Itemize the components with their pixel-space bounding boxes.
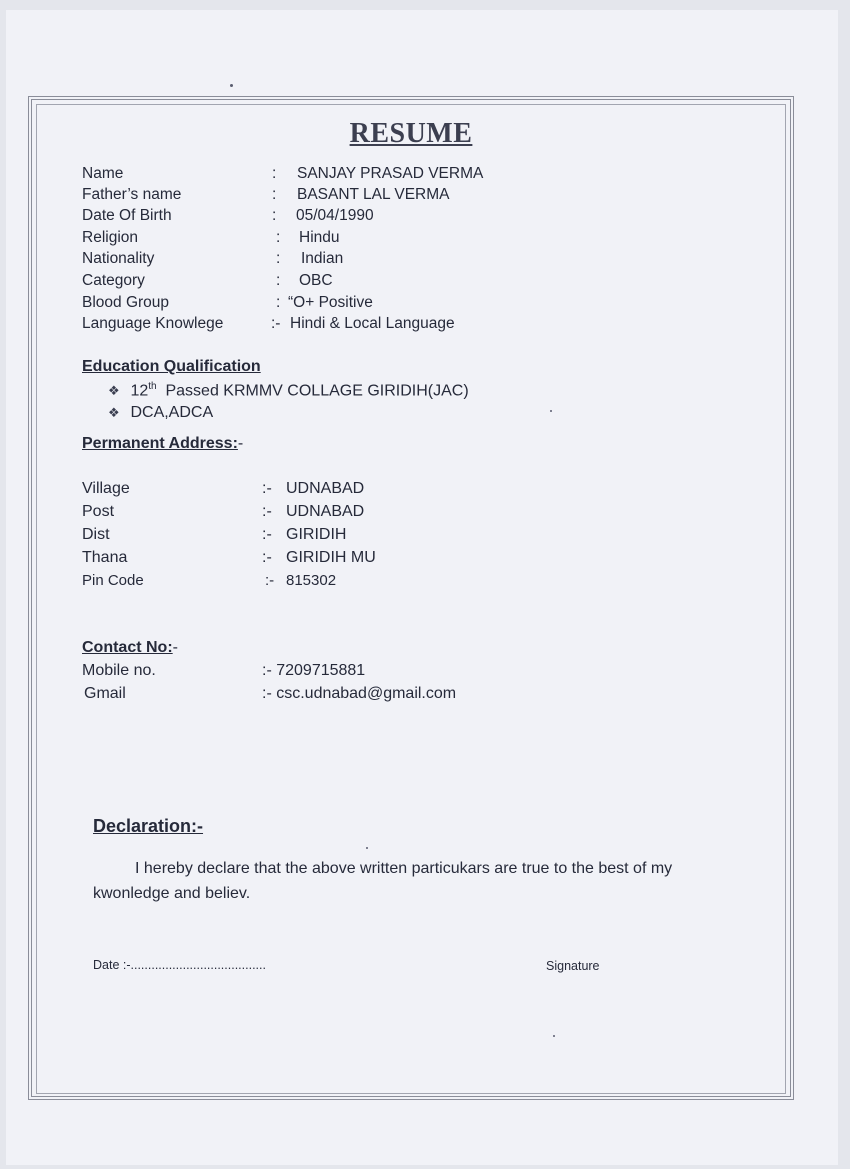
separator: : xyxy=(276,229,281,246)
contact-heading: Contact No:- xyxy=(82,639,178,656)
value-category: OBC xyxy=(299,272,333,289)
value-mobile: :- 7209715881 xyxy=(262,662,366,679)
label-language: Language Knowlege xyxy=(82,315,224,332)
separator: :- xyxy=(262,526,272,543)
separator: :- xyxy=(262,503,272,520)
separator: : xyxy=(276,294,281,311)
paper-speck xyxy=(553,1035,555,1037)
separator: : xyxy=(276,250,281,267)
value-pin-code: 815302 xyxy=(286,572,337,589)
education-heading: Education Qualification xyxy=(82,358,261,375)
date-field: Date :-....................................... xyxy=(93,958,266,972)
page-title: RESUME xyxy=(349,118,473,149)
value-thana: GIRIDIH MU xyxy=(286,549,376,566)
label-village: Village xyxy=(82,480,130,497)
label-pin-code: Pin Code xyxy=(82,572,144,589)
address-heading: Permanent Address:- xyxy=(82,435,244,452)
label-mobile: Mobile no. xyxy=(82,662,156,679)
value-nationality: Indian xyxy=(301,250,344,267)
value-language: Hindi & Local Language xyxy=(290,315,455,332)
label-gmail: Gmail xyxy=(84,685,126,702)
label-category: Category xyxy=(82,272,145,289)
paper-speck xyxy=(550,410,552,412)
label-post: Post xyxy=(82,503,115,520)
label-date-of-birth: Date Of Birth xyxy=(82,207,172,224)
separator: :- xyxy=(271,315,281,332)
value-gmail: :- csc.udnabad@gmail.com xyxy=(262,685,457,702)
education-item: ❖ 12th Passed KRMMV COLLAGE GIRIDIH(JAC) xyxy=(108,381,469,400)
education-item: ❖ DCA,ADCA xyxy=(108,404,214,421)
separator: : xyxy=(272,207,277,224)
value-dist: GIRIDIH xyxy=(286,526,347,543)
label-fathers-name: Father’s name xyxy=(82,186,182,203)
label-nationality: Nationality xyxy=(82,250,155,267)
value-date-of-birth: 05/04/1990 xyxy=(296,207,374,224)
separator: : xyxy=(272,186,277,203)
value-blood-group: “O+ Positive xyxy=(288,294,373,311)
label-name: Name xyxy=(82,165,124,182)
value-religion: Hindu xyxy=(299,229,340,246)
value-village: UDNABAD xyxy=(286,480,365,497)
paper-speck xyxy=(366,847,368,849)
label-dist: Dist xyxy=(82,526,110,543)
separator: : xyxy=(272,165,277,182)
separator: :- xyxy=(262,480,272,497)
diamond-bullet-icon: ❖ xyxy=(108,405,120,420)
declaration-heading: Declaration:- xyxy=(93,816,204,836)
separator: :- xyxy=(262,549,272,566)
declaration-text: I hereby declare that the above written particukars are true to the best of my kwonledge and believ. xyxy=(93,860,673,902)
separator: :- xyxy=(265,572,275,589)
separator: : xyxy=(276,272,281,289)
value-fathers-name: BASANT LAL VERMA xyxy=(297,186,450,203)
label-religion: Religion xyxy=(82,229,139,246)
signature-label: Signature xyxy=(546,959,600,973)
label-blood-group: Blood Group xyxy=(82,294,170,311)
paper-speck xyxy=(230,84,233,87)
label-thana: Thana xyxy=(82,549,128,566)
diamond-bullet-icon: ❖ xyxy=(108,383,120,399)
value-post: UDNABAD xyxy=(286,503,365,520)
value-name: SANJAY PRASAD VERMA xyxy=(297,165,484,182)
